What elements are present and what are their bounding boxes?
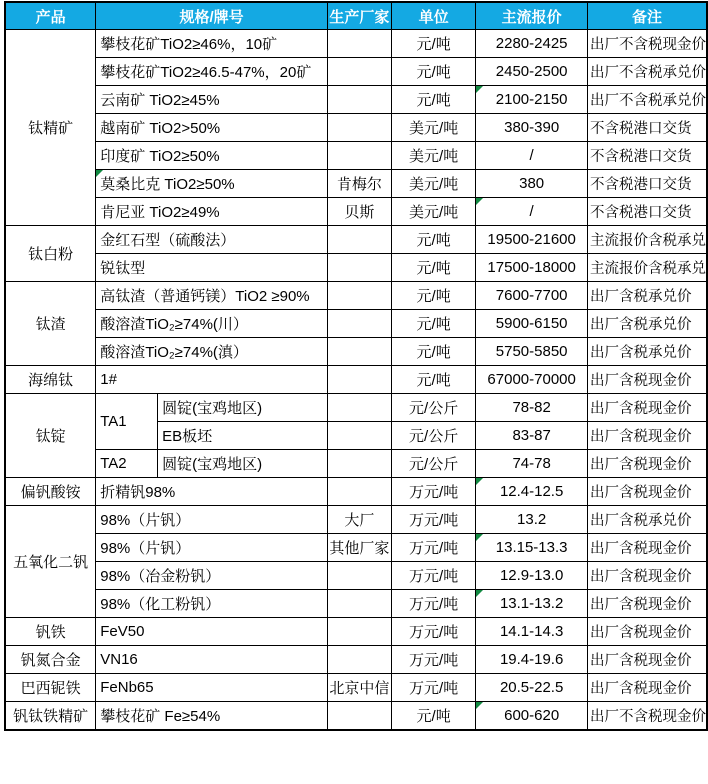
unit-cell[interactable]	[391, 590, 475, 618]
header-product[interactable]: 产品	[5, 2, 96, 30]
manufacturer-cell-text: 贝斯	[344, 204, 375, 221]
header-unit[interactable]: 单位	[391, 2, 475, 30]
manufacturer-cell[interactable]	[327, 142, 391, 170]
table-row	[5, 702, 707, 731]
note-cell[interactable]	[587, 478, 707, 506]
manufacturer-cell[interactable]	[327, 198, 391, 226]
spec-cell-text: FeNb65	[100, 679, 154, 696]
product-cell-text: 钛渣	[35, 316, 66, 333]
note-cell[interactable]	[587, 366, 707, 394]
manufacturer-cell[interactable]	[327, 422, 391, 450]
spec-cell[interactable]	[96, 534, 328, 562]
note-cell[interactable]	[587, 702, 707, 731]
note-cell-text: 不含税港口交货	[589, 205, 692, 221]
note-cell[interactable]	[587, 30, 707, 58]
product-cell-text: 钛锭	[35, 428, 66, 445]
note-cell[interactable]	[587, 450, 707, 478]
unit-cell[interactable]	[391, 646, 475, 674]
unit-cell-text: 元/吨	[416, 232, 451, 249]
note-cell-text: 不含税港口交货	[589, 149, 692, 165]
unit-cell[interactable]	[391, 254, 475, 282]
price-cell-text: 12.4-12.5	[499, 483, 564, 500]
unit-cell-text: 万元/吨	[409, 512, 459, 529]
manufacturer-cell[interactable]	[327, 366, 391, 394]
manufacturer-cell-text: 大厂	[344, 512, 375, 529]
spec-cell-text: 云南矿 TiO2≥45%	[100, 92, 220, 109]
unit-cell-text: 万元/吨	[409, 484, 459, 501]
product-cell-text: 巴西铌铁	[20, 680, 81, 697]
manufacturer-cell[interactable]	[327, 506, 391, 534]
manufacturer-cell[interactable]	[327, 170, 391, 198]
manufacturer-cell-text: 北京中信	[329, 680, 390, 697]
spec-cell[interactable]	[96, 646, 328, 674]
price-cell-text: 600-620	[504, 707, 560, 724]
spec-cell[interactable]	[96, 506, 328, 534]
note-cell[interactable]	[587, 282, 707, 310]
manufacturer-cell[interactable]	[327, 30, 391, 58]
manufacturer-cell[interactable]	[327, 646, 391, 674]
manufacturer-cell-text: 肯梅尔	[336, 176, 382, 193]
note-cell-text: 出厂不含税承兑价	[589, 65, 706, 81]
note-cell-text: 出厂含税承兑价	[589, 317, 692, 333]
price-table	[4, 1, 708, 731]
spec-cell-text: 98%（片钒）	[100, 540, 191, 557]
unit-cell[interactable]	[391, 170, 475, 198]
spec-cell[interactable]	[158, 394, 328, 422]
note-cell[interactable]	[587, 674, 707, 702]
note-cell[interactable]	[587, 562, 707, 590]
price-cell-text: /	[529, 147, 534, 164]
unit-cell[interactable]	[391, 394, 475, 422]
manufacturer-cell-text: 其他厂家	[329, 540, 390, 557]
price-cell[interactable]	[476, 646, 588, 674]
spec-cell-text: 圆锭(宝鸡地区)	[162, 400, 263, 417]
spec-cell[interactable]	[96, 226, 328, 254]
spec-cell-text: VN16	[100, 651, 138, 668]
spec-cell[interactable]	[96, 338, 328, 366]
spec-cell-text: 折精钒98%	[100, 484, 176, 501]
table-row	[5, 646, 707, 674]
header-price[interactable]: 主流报价	[476, 2, 588, 30]
table-row	[5, 506, 707, 534]
unit-cell[interactable]	[391, 142, 475, 170]
spec-cell[interactable]	[96, 58, 328, 86]
note-cell-text: 出厂含税现金价	[589, 653, 692, 669]
manufacturer-cell[interactable]	[327, 58, 391, 86]
note-cell-text: 出厂含税承兑价	[589, 345, 692, 361]
spec-cell[interactable]	[158, 450, 328, 478]
grade-cell-text: TA1	[100, 413, 127, 430]
spec-cell-text: 酸溶渣TiO₂≥74%(滇）	[100, 344, 248, 361]
unit-cell[interactable]	[391, 506, 475, 534]
table-row	[5, 282, 707, 310]
unit-cell[interactable]	[391, 58, 475, 86]
spec-cell[interactable]	[96, 282, 328, 310]
note-cell-text: 出厂含税现金价	[589, 597, 692, 613]
table-row	[5, 30, 707, 58]
price-cell-text: 5750-5850	[495, 343, 568, 360]
price-cell[interactable]	[476, 30, 588, 58]
product-cell[interactable]	[5, 646, 96, 674]
unit-cell[interactable]	[391, 366, 475, 394]
note-cell[interactable]	[587, 226, 707, 254]
unit-cell-text: 元/公斤	[409, 400, 459, 417]
product-cell[interactable]	[5, 30, 96, 226]
unit-cell-text: 元/吨	[416, 36, 451, 53]
error-flag-icon	[476, 702, 483, 709]
unit-cell-text: 美元/吨	[409, 204, 459, 221]
unit-cell-text: 元/吨	[416, 372, 451, 389]
note-cell[interactable]	[587, 198, 707, 226]
unit-cell-text: 元/吨	[416, 288, 451, 305]
note-cell-text: 出厂不含税现金价	[589, 709, 706, 725]
note-cell-text: 出厂含税承兑价	[589, 289, 692, 305]
price-cell[interactable]	[476, 506, 588, 534]
note-cell-text: 出厂含税现金价	[589, 681, 692, 697]
unit-cell[interactable]	[391, 30, 475, 58]
unit-cell-text: 万元/吨	[409, 652, 459, 669]
table-row	[5, 394, 707, 422]
product-cell-text: 钒钛铁精矿	[13, 708, 89, 725]
spec-cell[interactable]	[96, 702, 328, 731]
unit-cell-text: 美元/吨	[409, 148, 459, 165]
manufacturer-cell[interactable]	[327, 618, 391, 646]
unit-cell-text: 万元/吨	[409, 540, 459, 557]
note-cell-text: 出厂含税现金价	[589, 373, 692, 389]
table-row	[5, 450, 707, 478]
spec-cell-text: EB板坯	[162, 428, 213, 445]
price-cell-text: 19.4-19.6	[499, 651, 564, 668]
price-cell[interactable]	[476, 590, 588, 618]
product-cell-text: 钛精矿	[28, 120, 74, 137]
header-note[interactable]: 备注	[587, 2, 707, 30]
note-cell[interactable]	[587, 142, 707, 170]
unit-cell-text: 美元/吨	[409, 176, 459, 193]
price-cell-text: 20.5-22.5	[499, 679, 564, 696]
product-cell-text: 钛白粉	[28, 246, 74, 263]
unit-cell[interactable]	[391, 198, 475, 226]
price-cell-text: 13.1-13.2	[499, 595, 564, 612]
product-cell[interactable]	[5, 394, 96, 478]
manufacturer-cell[interactable]	[327, 562, 391, 590]
header-row	[5, 2, 707, 30]
spec-cell[interactable]	[96, 142, 328, 170]
price-cell-text: 7600-7700	[495, 287, 568, 304]
note-cell-text: 出厂含税承兑价	[589, 513, 692, 529]
note-cell[interactable]	[587, 254, 707, 282]
spec-cell[interactable]	[96, 674, 328, 702]
grade-cell[interactable]	[96, 450, 158, 478]
table-row	[5, 226, 707, 254]
manufacturer-cell[interactable]	[327, 254, 391, 282]
table-body	[5, 30, 707, 731]
unit-cell[interactable]	[391, 562, 475, 590]
note-cell-text: 出厂含税现金价	[589, 625, 692, 641]
spec-cell-text: 攀枝花矿TiO2≥46%，10矿	[100, 36, 278, 53]
price-cell[interactable]	[476, 534, 588, 562]
table-row	[5, 478, 707, 506]
price-cell-text: 2280-2425	[495, 35, 568, 52]
unit-cell-text: 万元/吨	[409, 624, 459, 641]
spec-cell-text: 攀枝花矿TiO2≥46.5-47%，20矿	[100, 64, 312, 81]
spec-cell[interactable]	[96, 254, 328, 282]
price-cell[interactable]	[476, 142, 588, 170]
spec-cell-text: 越南矿 TiO2>50%	[100, 120, 221, 137]
price-cell[interactable]	[476, 450, 588, 478]
unit-cell[interactable]	[391, 674, 475, 702]
note-cell[interactable]	[587, 506, 707, 534]
manufacturer-cell[interactable]	[327, 394, 391, 422]
table-row	[5, 534, 707, 562]
note-cell-text: 出厂含税现金价	[589, 541, 692, 557]
note-cell[interactable]	[587, 534, 707, 562]
price-cell-text: 78-82	[512, 399, 551, 416]
unit-cell-text: 元/吨	[416, 316, 451, 333]
product-cell[interactable]	[5, 702, 96, 731]
price-cell[interactable]	[476, 674, 588, 702]
manufacturer-cell[interactable]	[327, 226, 391, 254]
price-cell[interactable]	[476, 282, 588, 310]
manufacturer-cell[interactable]	[327, 310, 391, 338]
error-flag-icon	[476, 198, 483, 205]
manufacturer-cell[interactable]	[327, 114, 391, 142]
unit-cell[interactable]	[391, 338, 475, 366]
spec-cell[interactable]	[96, 114, 328, 142]
price-cell[interactable]	[476, 422, 588, 450]
unit-cell-text: 元/吨	[416, 92, 451, 109]
spec-cell[interactable]	[96, 170, 328, 198]
price-cell[interactable]	[476, 198, 588, 226]
price-cell[interactable]	[476, 170, 588, 198]
manufacturer-cell[interactable]	[327, 282, 391, 310]
note-cell[interactable]	[587, 618, 707, 646]
note-cell-text: 出厂含税现金价	[589, 485, 692, 501]
spec-cell-text: 锐钛型	[100, 260, 146, 277]
price-cell[interactable]	[476, 618, 588, 646]
price-cell[interactable]	[476, 366, 588, 394]
error-flag-icon	[476, 86, 483, 93]
price-cell-text: 12.9-13.0	[499, 567, 564, 584]
table-row	[5, 674, 707, 702]
product-cell-text: 海绵钛	[28, 372, 74, 389]
price-cell[interactable]	[476, 114, 588, 142]
note-cell-text: 主流报价含税承兑	[589, 261, 706, 277]
product-cell[interactable]	[5, 506, 96, 618]
note-cell-text: 出厂不含税现金价	[589, 37, 706, 53]
error-flag-icon	[476, 534, 483, 541]
spec-cell-text: 肯尼亚 TiO2≥49%	[100, 204, 220, 221]
unit-cell[interactable]	[391, 478, 475, 506]
table-row	[5, 590, 707, 618]
price-cell[interactable]	[476, 478, 588, 506]
manufacturer-cell[interactable]	[327, 674, 391, 702]
spec-cell[interactable]	[96, 30, 328, 58]
note-cell-text: 不含税港口交货	[589, 177, 692, 193]
spec-cell-text: 98%（冶金粉钒）	[100, 568, 221, 585]
product-cell[interactable]	[5, 226, 96, 282]
unit-cell-text: 元/公斤	[409, 428, 459, 445]
error-flag-icon	[96, 170, 103, 177]
unit-cell-text: 元/吨	[416, 708, 451, 725]
table-row	[5, 58, 707, 86]
note-cell[interactable]	[587, 646, 707, 674]
table-row	[5, 366, 707, 394]
table-row	[5, 86, 707, 114]
product-cell[interactable]	[5, 674, 96, 702]
price-cell[interactable]	[476, 702, 588, 731]
price-cell[interactable]	[476, 562, 588, 590]
note-cell[interactable]	[587, 394, 707, 422]
product-cell-text: 五氧化二钒	[13, 554, 89, 571]
error-flag-icon	[476, 478, 483, 485]
note-cell[interactable]	[587, 590, 707, 618]
unit-cell[interactable]	[391, 422, 475, 450]
error-flag-icon	[476, 590, 483, 597]
table-row	[5, 562, 707, 590]
price-cell-text: 5900-6150	[495, 315, 568, 332]
spec-cell-text: 莫桑比克 TiO2≥50%	[100, 176, 235, 193]
spec-cell-text: 98%（化工粉钒）	[100, 596, 221, 613]
unit-cell[interactable]	[391, 86, 475, 114]
spec-cell-text: 98%（片钒）	[100, 512, 191, 529]
note-cell[interactable]	[587, 58, 707, 86]
price-cell[interactable]	[476, 58, 588, 86]
spec-cell-text: 1#	[100, 371, 117, 388]
note-cell-text: 出厂含税现金价	[589, 429, 692, 445]
manufacturer-cell[interactable]	[327, 590, 391, 618]
grade-cell[interactable]	[96, 394, 158, 450]
unit-cell-text: 万元/吨	[409, 680, 459, 697]
manufacturer-cell[interactable]	[327, 86, 391, 114]
table-row	[5, 618, 707, 646]
header-manufacturer[interactable]: 生产厂家	[327, 2, 391, 30]
price-cell[interactable]	[476, 394, 588, 422]
header-spec[interactable]: 规格/牌号	[96, 2, 328, 30]
unit-cell-text: 元/吨	[416, 64, 451, 81]
spec-cell[interactable]	[96, 86, 328, 114]
unit-cell[interactable]	[391, 282, 475, 310]
product-cell[interactable]	[5, 366, 96, 394]
table-row	[5, 338, 707, 366]
table-row	[5, 170, 707, 198]
note-cell[interactable]	[587, 310, 707, 338]
spec-cell-text: 酸溶渣TiO₂≥74%(川）	[100, 316, 248, 333]
note-cell[interactable]	[587, 86, 707, 114]
spec-cell-text: FeV50	[100, 623, 145, 640]
spec-cell[interactable]	[96, 310, 328, 338]
table-row	[5, 142, 707, 170]
price-cell-text: 83-87	[512, 427, 551, 444]
spec-cell[interactable]	[96, 478, 328, 506]
product-cell-text: 偏钒酸铵	[20, 484, 81, 501]
note-cell-text: 主流报价含税承兑	[589, 233, 706, 249]
price-cell-text: 2100-2150	[495, 91, 568, 108]
price-cell-text: 17500-18000	[487, 259, 576, 276]
price-cell-text: 380-390	[504, 119, 560, 136]
price-cell-text: /	[529, 203, 534, 220]
price-cell[interactable]	[476, 338, 588, 366]
unit-cell-text: 万元/吨	[409, 568, 459, 585]
price-cell-text: 13.15-13.3	[495, 539, 568, 556]
note-cell-text: 不含税港口交货	[589, 121, 692, 137]
manufacturer-cell[interactable]	[327, 450, 391, 478]
grade-cell-text: TA2	[100, 455, 127, 472]
table-row	[5, 310, 707, 338]
note-cell-text: 出厂不含税承兑价	[589, 93, 706, 109]
spec-cell[interactable]	[158, 422, 328, 450]
price-cell[interactable]	[476, 254, 588, 282]
price-cell[interactable]	[476, 86, 588, 114]
price-cell-text: 19500-21600	[487, 231, 576, 248]
note-cell[interactable]	[587, 114, 707, 142]
note-cell[interactable]	[587, 170, 707, 198]
manufacturer-cell[interactable]	[327, 478, 391, 506]
spec-cell-text: 圆锭(宝鸡地区)	[162, 456, 263, 473]
unit-cell-text: 元/吨	[416, 260, 451, 277]
note-cell[interactable]	[587, 422, 707, 450]
spec-cell[interactable]	[96, 198, 328, 226]
note-cell-text: 出厂含税现金价	[589, 457, 692, 473]
table-row	[5, 254, 707, 282]
note-cell-text: 出厂含税现金价	[589, 569, 692, 585]
unit-cell[interactable]	[391, 114, 475, 142]
spec-cell-text: 金红石型（硫酸法）	[100, 232, 236, 249]
spec-cell[interactable]	[96, 590, 328, 618]
product-cell-text: 钒铁	[35, 624, 66, 641]
unit-cell-text: 元/吨	[416, 344, 451, 361]
price-cell[interactable]	[476, 310, 588, 338]
product-cell-text: 钒氮合金	[20, 652, 81, 669]
spec-cell-text: 印度矿 TiO2≥50%	[100, 148, 220, 165]
spec-cell[interactable]	[96, 618, 328, 646]
table-header	[5, 2, 707, 30]
manufacturer-cell[interactable]	[327, 338, 391, 366]
unit-cell[interactable]	[391, 534, 475, 562]
price-cell-text: 67000-70000	[487, 371, 576, 388]
price-cell-text: 14.1-14.3	[499, 623, 564, 640]
product-cell[interactable]	[5, 478, 96, 506]
price-cell-text: 380	[519, 175, 545, 192]
unit-cell-text: 元/公斤	[409, 456, 459, 473]
unit-cell[interactable]	[391, 310, 475, 338]
unit-cell[interactable]	[391, 618, 475, 646]
unit-cell-text: 万元/吨	[409, 596, 459, 613]
spec-cell-text: 高钛渣（普通钙镁）TiO2 ≥90%	[100, 288, 310, 305]
product-cell[interactable]	[5, 618, 96, 646]
note-cell[interactable]	[587, 338, 707, 366]
spec-cell[interactable]	[96, 562, 328, 590]
table-row	[5, 198, 707, 226]
unit-cell[interactable]	[391, 450, 475, 478]
manufacturer-cell[interactable]	[327, 534, 391, 562]
price-cell-text: 2450-2500	[495, 63, 568, 80]
price-cell-text: 74-78	[512, 455, 551, 472]
manufacturer-cell[interactable]	[327, 702, 391, 731]
note-cell-text: 出厂含税现金价	[589, 401, 692, 417]
table-row	[5, 114, 707, 142]
spec-cell-text: 攀枝花矿 Fe≥54%	[100, 708, 221, 725]
unit-cell-text: 美元/吨	[409, 120, 459, 137]
unit-cell[interactable]	[391, 226, 475, 254]
price-cell[interactable]	[476, 226, 588, 254]
price-cell-text: 13.2	[517, 511, 547, 528]
unit-cell[interactable]	[391, 702, 475, 731]
spec-cell[interactable]	[96, 366, 328, 394]
product-cell[interactable]	[5, 282, 96, 366]
